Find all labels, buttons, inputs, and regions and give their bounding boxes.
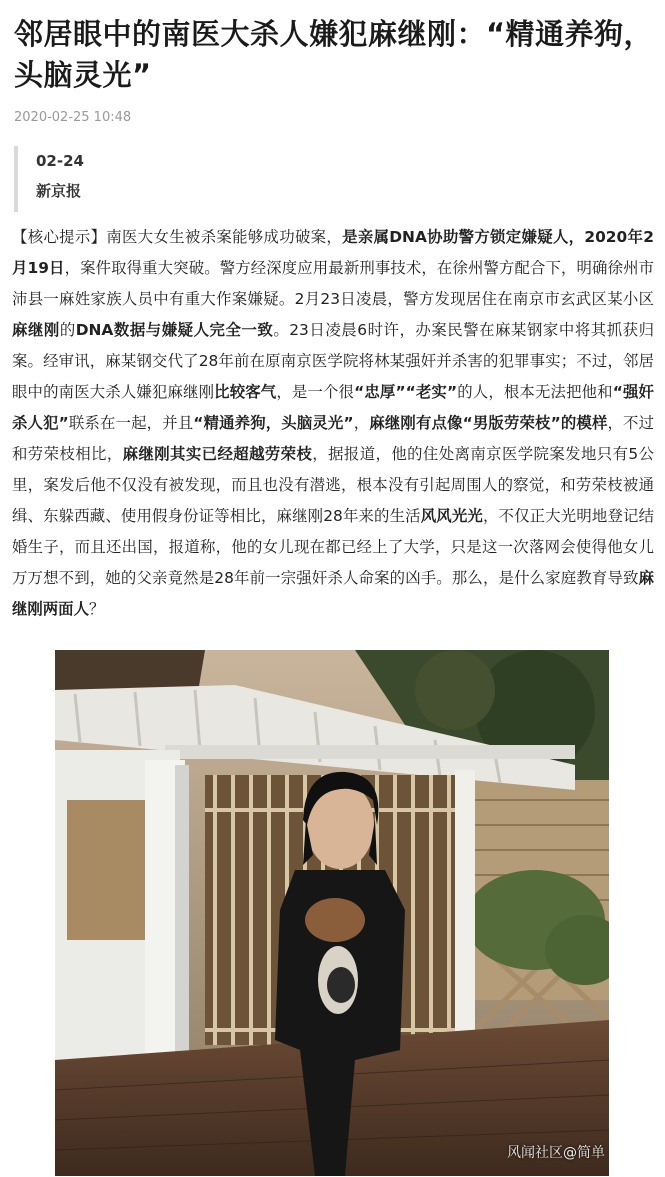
text-segment: 【核心提示】南医大女生被杀案能够成功破案， (12, 228, 343, 246)
text-segment: ，不过和劳荣枝相比， (12, 414, 654, 463)
text-segment: ，是一个很 (276, 383, 355, 401)
text-segment: 。23日凌晨6时许，办案民警在麻某钢家中将其抓获归案。经审讯，麻某钢交代了28年前在原南京医学院将林某强奸并杀害的犯罪事实；不过，邻居眼中的南医大杀人嫌犯麻继刚 (12, 321, 654, 401)
quote-date: 02-24 (36, 152, 84, 170)
article-body (12, 222, 654, 625)
bold-segment: DNA数据与嫌疑人完全一致 (75, 321, 274, 339)
bold-segment: “精通养狗，头脑灵光” (193, 414, 354, 432)
article-title: 邻居眼中的南医大杀人嫌犯麻继刚：“精通养狗，头脑灵光” (14, 17, 654, 92)
bold-segment: “忠厚”“老实” (354, 383, 458, 401)
bold-segment: 麻继刚两面人 (12, 569, 654, 618)
photo-illustration (55, 650, 609, 1176)
publish-time: 2020-02-25 10:48 (14, 110, 132, 125)
bold-segment: 风风光光 (420, 507, 483, 525)
article-photo (55, 650, 609, 1176)
text-segment: ，不仅正大光明地登记结婚生子，而且还出国，报道称，他的女儿现在都已经上了大学，只是这一次落网会使得他女儿万万想不到，她的父亲竟然是28年前一宗强奸杀人命案的凶手。那么，是什么家庭教育导致 (12, 507, 654, 587)
text-segment: ，据报道，他的住处离南京医学院案发地只有5公里，案发后他不仅没有被发现，而且也没有潜逃，根本没有引起周围人的察觉，和劳荣枝被通缉、东躲西藏、使用假身份证等相比，麻继刚28年来的生活 (12, 445, 654, 525)
text-segment: 的人，根本无法把他和 (457, 383, 613, 401)
bold-segment: 麻继刚有点像“男版劳荣枝”的模样 (369, 414, 608, 432)
text-segment: 的 (59, 321, 76, 339)
text-segment: ？ (88, 600, 105, 618)
text-segment: ，案件取得重大突破。警方经深度应用最新刑事技术，在徐州警方配合下，明确徐州市沛县一麻姓家族人员中有重大作案嫌疑。2月23日凌晨，警方发现居住在南京市玄武区某小区 (12, 259, 654, 308)
source-quote (14, 146, 336, 212)
quote-source: 新京报 (36, 182, 82, 200)
text-segment: 联系在一起，并且 (68, 414, 194, 432)
bold-segment: 是亲属DNA协助警方锁定嫌疑人，2020年2月19日 (12, 228, 654, 277)
bold-segment: 麻继刚 (12, 321, 60, 339)
text-segment: ， (353, 414, 370, 432)
photo-watermark: 风闻社区@简单 (507, 1145, 605, 1161)
bold-segment: “强奸杀人犯” (12, 383, 654, 432)
bold-segment: 麻继刚其实已经超越劳荣枝 (122, 445, 313, 463)
bold-segment: 比较客气 (214, 383, 277, 401)
